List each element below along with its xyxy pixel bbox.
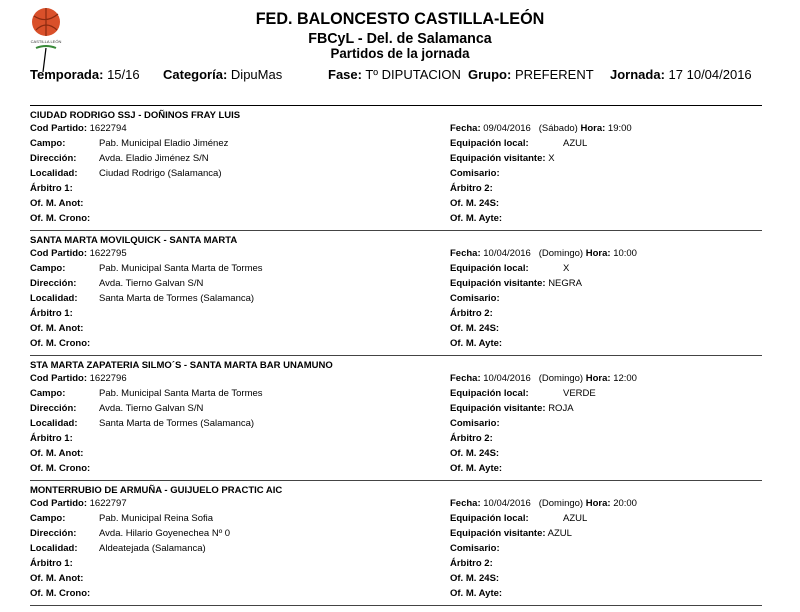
s24-row — [450, 322, 499, 336]
match-block — [30, 357, 762, 482]
arbitro1-row — [30, 307, 99, 321]
s24-row — [450, 197, 499, 211]
cronometrador-label: Of. M. Crono: — [30, 213, 91, 224]
comisario-label: Comisario: — [450, 543, 500, 554]
localidad-row — [30, 542, 206, 556]
equipacion-local-label: Equipación local: — [450, 388, 529, 399]
comisario-row — [450, 542, 500, 556]
equipacion-local-value: AZUL — [563, 138, 588, 149]
arbitro1-label: Árbitro 1: — [30, 433, 73, 444]
cod-label: Cod Partido: — [30, 498, 87, 509]
cod-value: 1622797 — [89, 498, 127, 509]
cronometrador-label: Of. M. Crono: — [30, 338, 91, 349]
fecha-label: Fecha: — [450, 373, 481, 384]
hora-value: 19:00 — [607, 123, 632, 134]
cod-row — [30, 247, 127, 261]
equipacion-local-value: AZUL — [563, 513, 588, 524]
cronometrador-row — [30, 212, 99, 226]
cod-label: Cod Partido: — [30, 248, 87, 259]
fecha-row — [450, 247, 637, 261]
hora-label: Hora: — [585, 498, 611, 509]
dia-value: (Sábado) — [538, 123, 578, 134]
campo-row — [30, 137, 228, 151]
campo-row — [30, 262, 263, 276]
match-title: STA MARTA ZAPATERIA SILMO´S - SANTA MARTA BAR UNAMUNO — [30, 360, 333, 371]
grupo-value: PREFERENT — [514, 67, 594, 82]
fase-label: Fase: — [328, 67, 362, 82]
anotador-row — [30, 447, 99, 461]
fecha-label: Fecha: — [450, 498, 481, 509]
hora-value: 12:00 — [613, 373, 637, 384]
localidad-label: Localidad: — [30, 293, 78, 304]
fecha-label: Fecha: — [450, 248, 481, 259]
comisario-row — [450, 417, 500, 431]
anotador-label: Of. M. Anot: — [30, 448, 84, 459]
arbitro2-row — [450, 182, 493, 196]
ayte-label: Of. M. Ayte: — [450, 588, 503, 599]
direccion-row — [30, 152, 209, 166]
fase-value: Tº DIPUTACION — [365, 67, 461, 82]
jornada-value: 17 10/04/2016 — [668, 67, 752, 82]
direccion-label: Dirección: — [30, 528, 77, 539]
equipacion-visitante-label: Equipación visitante: — [450, 528, 546, 539]
direccion-value: Avda. Tierno Galvan S/N — [99, 278, 204, 289]
equipacion-visitante-row — [450, 152, 555, 166]
ayte-label: Of. M. Ayte: — [450, 213, 503, 224]
ayte-row — [450, 462, 502, 476]
arbitro1-label: Árbitro 1: — [30, 558, 73, 569]
grupo-label: Grupo: — [468, 67, 512, 82]
campo-value: Pab. Municipal Eladio Jiménez — [99, 138, 229, 149]
delegation-title: FBCyL - Del. de Salamanca — [308, 30, 492, 47]
campo-label: Campo: — [30, 513, 66, 524]
header-divider — [30, 105, 762, 106]
match-divider — [30, 605, 762, 606]
localidad-label: Localidad: — [30, 418, 78, 429]
ayte-label: Of. M. Ayte: — [450, 338, 503, 349]
equipacion-local-value: X — [563, 263, 570, 274]
cronometrador-row — [30, 337, 99, 351]
direccion-value: Avda. Eladio Jiménez S/N — [99, 153, 209, 164]
cod-value: 1622794 — [89, 123, 127, 134]
fecha-value: 10/04/2016 — [483, 248, 531, 259]
anotador-row — [30, 322, 99, 336]
equipacion-local-label: Equipación local: — [450, 138, 529, 149]
match-divider — [30, 480, 762, 481]
match-block — [30, 107, 762, 232]
org-title: FED. BALONCESTO CASTILLA-LEÓN — [255, 9, 545, 28]
cod-value: 1622795 — [89, 248, 127, 259]
cod-label: Cod Partido: — [30, 123, 87, 134]
cronometrador-label: Of. M. Crono: — [30, 463, 91, 474]
jornada-label: Jornada: — [610, 67, 665, 82]
temporada-label: Temporada: — [30, 67, 104, 82]
arbitro2-row — [450, 432, 493, 446]
equipacion-local-label: Equipación local: — [450, 513, 529, 524]
s24-row — [450, 447, 499, 461]
fecha-row — [450, 122, 632, 136]
campo-label: Campo: — [30, 138, 66, 149]
cod-value: 1622796 — [89, 373, 127, 384]
arbitro1-row — [30, 557, 99, 571]
campo-label: Campo: — [30, 388, 66, 399]
equipacion-visitante-label: Equipación visitante: — [450, 153, 546, 164]
arbitro2-row — [450, 307, 493, 321]
localidad-value: Santa Marta de Tormes (Salamanca) — [99, 293, 255, 304]
equipacion-visitante-label: Equipación visitante: — [450, 403, 546, 414]
localidad-value: Santa Marta de Tormes (Salamanca) — [99, 418, 255, 429]
fecha-label: Fecha: — [450, 123, 481, 134]
fecha-value: 10/04/2016 — [483, 498, 531, 509]
match-divider — [30, 355, 762, 356]
equipacion-local-label: Equipación local: — [450, 263, 529, 274]
comisario-row — [450, 167, 500, 181]
equipacion-visitante-row — [450, 402, 574, 416]
campo-label: Campo: — [30, 263, 66, 274]
dia-value: (Domingo) — [538, 373, 584, 384]
hora-label: Hora: — [585, 248, 611, 259]
s24-label: Of. M. 24S: — [450, 448, 500, 459]
cronometrador-label: Of. M. Crono: — [30, 588, 91, 599]
direccion-row — [30, 527, 230, 541]
localidad-value: Ciudad Rodrigo (Salamanca) — [99, 168, 222, 179]
cod-row — [30, 122, 127, 136]
dia-value: (Domingo) — [538, 248, 584, 259]
hora-value: 20:00 — [613, 498, 637, 509]
s24-label: Of. M. 24S: — [450, 323, 500, 334]
categoria-label: Categoría: — [163, 67, 228, 82]
arbitro1-label: Árbitro 1: — [30, 183, 73, 194]
ayte-label: Of. M. Ayte: — [450, 463, 503, 474]
anotador-label: Of. M. Anot: — [30, 573, 84, 584]
comisario-label: Comisario: — [450, 293, 500, 304]
direccion-row — [30, 277, 203, 291]
localidad-label: Localidad: — [30, 168, 78, 179]
equipacion-visitante-value: AZUL — [547, 528, 572, 539]
campo-value: Pab. Municipal Santa Marta de Tormes — [99, 263, 263, 274]
cod-row — [30, 372, 127, 386]
campo-row — [30, 512, 213, 526]
arbitro1-row — [30, 182, 99, 196]
equipacion-visitante-row — [450, 277, 582, 291]
fecha-value: 09/04/2016 — [483, 123, 531, 134]
match-title: CIUDAD RODRIGO SSJ - DOÑINOS FRAY LUIS — [30, 110, 241, 121]
comisario-row — [450, 292, 500, 306]
fecha-row — [450, 372, 637, 386]
direccion-row — [30, 402, 203, 416]
campo-value: Pab. Municipal Santa Marta de Tormes — [99, 388, 263, 399]
hora-label: Hora: — [585, 373, 611, 384]
anotador-row — [30, 197, 99, 211]
equipacion-visitante-value: ROJA — [548, 403, 574, 414]
equipacion-local-row — [450, 137, 587, 151]
anotador-label: Of. M. Anot: — [30, 323, 84, 334]
localidad-value: Aldeatejada (Salamanca) — [99, 543, 206, 554]
arbitro2-row — [450, 557, 493, 571]
arbitro1-label: Árbitro 1: — [30, 308, 73, 319]
arbitro2-label: Árbitro 2: — [450, 558, 493, 569]
direccion-label: Dirección: — [30, 278, 77, 289]
direccion-value: Avda. Hilario Goyenechea Nº 0 — [99, 528, 231, 539]
arbitro1-row — [30, 432, 99, 446]
arbitro2-label: Árbitro 2: — [450, 433, 493, 444]
localidad-row — [30, 292, 254, 306]
ayte-row — [450, 587, 502, 601]
equipacion-local-row — [450, 262, 569, 276]
report-subtitle: Partidos de la jornada — [330, 45, 470, 61]
categoria-value: DipuMas — [230, 67, 283, 82]
arbitro2-label: Árbitro 2: — [450, 308, 493, 319]
equipacion-local-value: VERDE — [563, 388, 596, 399]
equipacion-visitante-value: NEGRA — [548, 278, 582, 289]
comisario-label: Comisario: — [450, 418, 500, 429]
match-divider — [30, 230, 762, 231]
cod-row — [30, 497, 127, 511]
match-block — [30, 482, 762, 607]
comisario-label: Comisario: — [450, 168, 500, 179]
direccion-label: Dirección: — [30, 403, 77, 414]
direccion-label: Dirección: — [30, 153, 77, 164]
campo-value: Pab. Municipal Reina Sofia — [99, 513, 214, 524]
equipacion-visitante-row — [450, 527, 572, 541]
campo-row — [30, 387, 263, 401]
fecha-row — [450, 497, 637, 511]
anotador-label: Of. M. Anot: — [30, 198, 84, 209]
hora-value: 10:00 — [613, 248, 637, 259]
hora-label: Hora: — [580, 123, 606, 134]
s24-row — [450, 572, 499, 586]
direccion-value: Avda. Tierno Galvan S/N — [99, 403, 204, 414]
dia-value: (Domingo) — [538, 498, 584, 509]
cronometrador-row — [30, 462, 99, 476]
s24-label: Of. M. 24S: — [450, 198, 500, 209]
cod-label: Cod Partido: — [30, 373, 87, 384]
arbitro2-label: Árbitro 2: — [450, 183, 493, 194]
match-title: SANTA MARTA MOVILQUICK - SANTA MARTA — [30, 235, 238, 246]
match-title: MONTERRUBIO DE ARMUÑA - GUIJUELO PRACTIC AIC — [30, 485, 283, 496]
fecha-value: 10/04/2016 — [483, 373, 531, 384]
equipacion-local-row — [450, 387, 596, 401]
anotador-row — [30, 572, 99, 586]
localidad-row — [30, 417, 254, 431]
equipacion-local-row — [450, 512, 587, 526]
equipacion-visitante-value: X — [548, 153, 555, 164]
cronometrador-row — [30, 587, 99, 601]
localidad-label: Localidad: — [30, 543, 78, 554]
s24-label: Of. M. 24S: — [450, 573, 500, 584]
temporada-value: 15/16 — [107, 67, 140, 82]
localidad-row — [30, 167, 222, 181]
equipacion-visitante-label: Equipación visitante: — [450, 278, 546, 289]
match-block — [30, 232, 762, 357]
svg-text:CASTILLA LEÓN: CASTILLA LEÓN — [30, 39, 62, 44]
ayte-row — [450, 337, 502, 351]
ayte-row — [450, 212, 502, 226]
